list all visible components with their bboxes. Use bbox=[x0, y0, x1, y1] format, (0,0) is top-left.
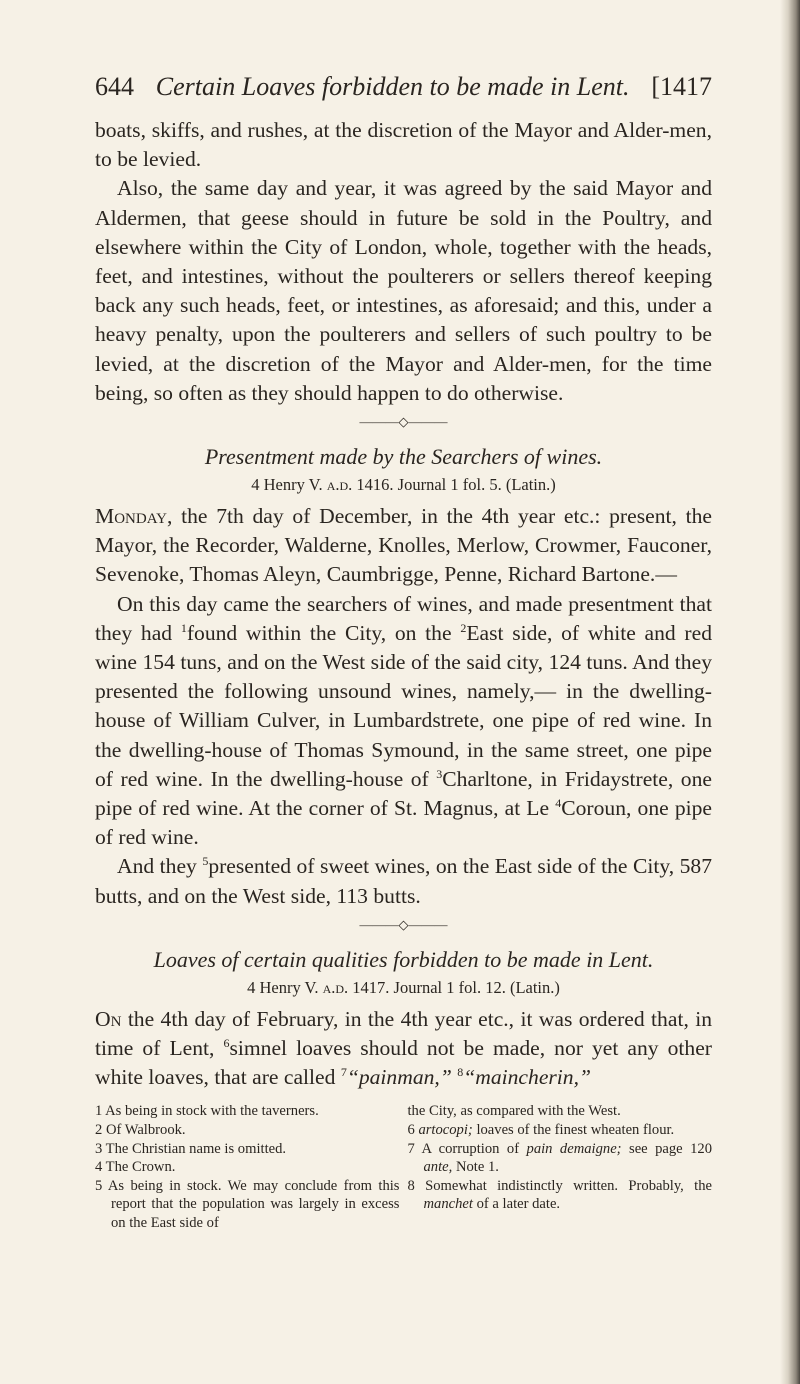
divider-diamond-icon: ◇ bbox=[398, 916, 409, 932]
footnote-5-continued: the City, as compared with the West. bbox=[407, 1103, 621, 1120]
running-head bbox=[95, 72, 712, 102]
lead-word: On bbox=[95, 1006, 122, 1031]
footnotes-left bbox=[95, 1102, 400, 1232]
footnote-2: 2 Of Walbrook. bbox=[95, 1122, 186, 1139]
footnote-ref-4: 4 bbox=[555, 795, 562, 810]
footnote-ref-3: 3 bbox=[436, 766, 443, 781]
page-number: 644 bbox=[95, 72, 134, 101]
footnote-ref-6: 6 bbox=[223, 1035, 230, 1050]
section-heading-loaves: Loaves of certain qualities forbidden to be made in Lent. bbox=[153, 946, 654, 972]
footnote-3: 3 The Christian name is omitted. bbox=[95, 1140, 287, 1157]
book-page bbox=[95, 72, 712, 1233]
footnotes bbox=[95, 1102, 712, 1232]
paragraph-boats: boats, skiffs, and rushes, at the discretion of the Mayor and Alder-men, to be levied. bbox=[95, 118, 712, 172]
footnote-ref-5: 5 bbox=[202, 854, 209, 869]
section-divider-2: ———◇——— bbox=[359, 916, 448, 932]
running-year: [1417 bbox=[651, 72, 712, 101]
divider-diamond-icon: ◇ bbox=[398, 414, 409, 430]
paragraph-lent: On the 4th day of February, in the 4th year etc., it was ordered that, in time of Lent, $^6$simnel loaves should not be made, nor yet any other white loaves, that are called $^7$“painman,” $^8$“maincherin,” bbox=[95, 1006, 712, 1090]
paragraph-geese: Also, the same day and year, it was agreed by the said Mayor and Aldermen, that geese should in future be sold in the Poultry, and elsewhere within the City of London, whole, together with the heads, feet, and intestines, without the poulterers or sellers thereof keeping back any such heads, feet, or intestines, as aforesaid; and this, under a heavy penalty, upon the poulterers and sellers of such poultry to be levied, at the discretion of the Mayor and Alder-men, for the time being, so often as they should happen to do otherwise. bbox=[95, 176, 712, 405]
footnote-ref-7: 7 bbox=[340, 1065, 347, 1080]
footnotes-right bbox=[408, 1102, 713, 1232]
paragraph-sweet-wines: And they $^5$presented of sweet wines, on the East side of the City, 587 butts, and on the West side, 113 butts. bbox=[95, 854, 712, 908]
footnote-5: 5 As being in stock. We may conclude from this report that the population was largely in excess on the East side of bbox=[95, 1177, 400, 1232]
footnote-1: 1 As being in stock with the taverners. bbox=[95, 1103, 319, 1120]
lead-word: Monday, bbox=[95, 504, 173, 529]
footnote-4: 4 The Crown. bbox=[95, 1159, 176, 1176]
footnote-7: 7 A corruption of pain demaigne; see page 120 ante, Note 1. bbox=[407, 1140, 713, 1176]
section-source-loaves: 4 Henry V. a.d. 1417. Journal 1 fol. 12. (Latin.) bbox=[247, 977, 560, 997]
footnote-ref-8: 8 bbox=[457, 1065, 464, 1080]
footnote-6: 6 artocopi; loaves of the finest wheaten flour. bbox=[407, 1122, 675, 1139]
footnote-8: 8 Somewhat indistinctly written. Probably, the manchet of a later date. bbox=[407, 1177, 712, 1213]
paragraph-monday: Monday, the 7th day of December, in the 4th year etc.: present, the Mayor, the Recorder, Walderne, Knolles, Merlow, Crowmer, Fauconer, Sevenoke, Thomas Aleyn, Caumbrigge, Penne, Richard Bartone.— bbox=[95, 504, 712, 587]
running-title: Certain Loaves forbidden to be made in Lent. bbox=[155, 72, 630, 101]
page-edge-shadow bbox=[780, 0, 800, 1384]
section-source-wines: 4 Henry V. a.d. 1416. Journal 1 fol. 5. (Latin.) bbox=[251, 475, 556, 495]
footnote-ref-2: 2 bbox=[460, 620, 467, 635]
footnote-ref-1: 1 bbox=[180, 620, 187, 635]
section-divider: ———◇——— bbox=[359, 414, 448, 430]
paragraph-searchers: On this day came the searchers of wines, and made presentment that they had $^1$found within the City, on the $^2$East side, of white and red wine 154 tuns, and on the West side of the said city, 124 tuns. And they presented the following unsound wines, namely,— in the dwelling-house of William Culver, in Lumbardstrete, one pipe of red wine. In the dwelling-house of Thomas Symound, in the same street, one pipe of red wine. In the dwelling-house of $^3$Charltone, in Fridaystrete, one pipe of red wine. At the corner of St. Magnus, at Le $^4$Coroun, one pipe of red wine. bbox=[95, 591, 713, 850]
section-heading-wines: Presentment made by the Searchers of wines. bbox=[204, 444, 603, 470]
